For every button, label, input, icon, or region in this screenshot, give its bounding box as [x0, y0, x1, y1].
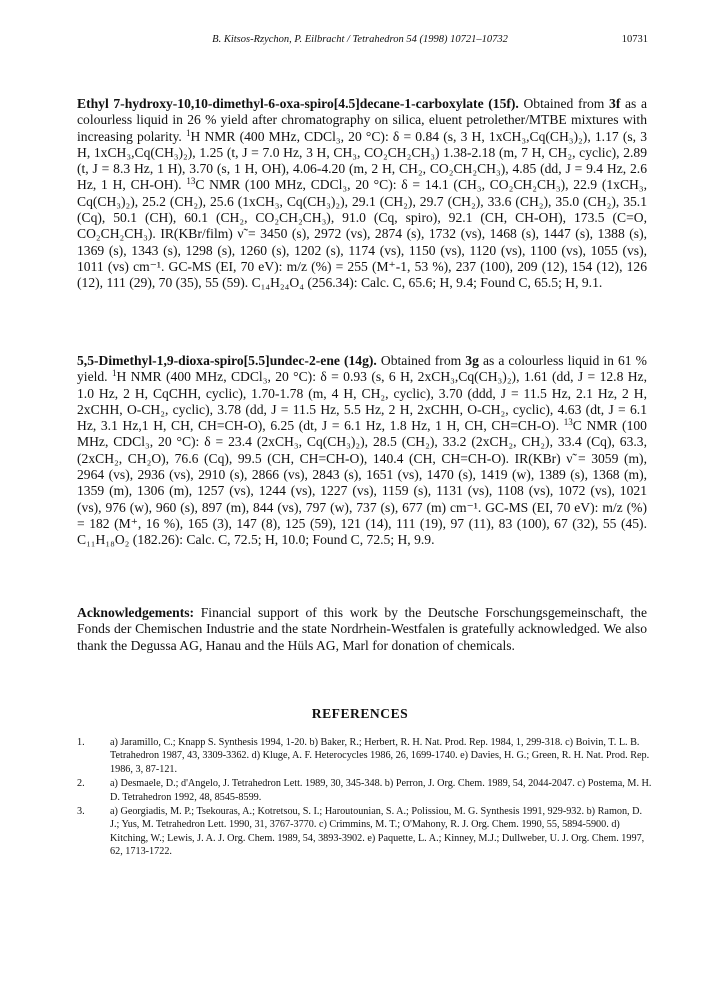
ir-14g: IR(KBr) ν̃ = 3059 (m), 2964 (vs), 2936 (vs), 2910 (s), 2866 (vs), 2843 (s), 1651 (vs), 1470 (s), 1419 (w), 1389 (s), 1368 (m), 1359 (m), 1306 (m), 1257 (vs), 1244 (vs), 1227 (vs), 1159 (s), 1131 (vs), 1108 (vs), 1072 (vs), 1021 (vs), 976 (w), 960 (s), 897 (m), 844 (vs), 797 (w), 737 (s), 677 (m) cm⁻¹. [77, 450, 647, 515]
ms-15f: GC-MS (EI, 70 eV): m/z (%) = 255 (M⁺-1, 53 %), 237 (100), 209 (12), 154 (12), 126 (12), 111 (29), 70 (35), 55 (59). [77, 258, 647, 291]
running-head: B. Kitsos-Rzychon, P. Eilbracht / Tetrahedron 54 (1998) 10721–10732 [212, 34, 508, 45]
reference-number: 1. [77, 737, 85, 748]
acknowledgements-paragraph [77, 605, 647, 654]
reference-number: 3. [77, 806, 85, 818]
c-nmr-14g: C NMR (100 MHz, CDCl₃, 20 °C): δ = 23.4 (2xCH₃, Cq(CH₃)₂), 28.5 (CH₂), 33.2 (2xCH₂, CH₂), 33.4 (Cq), 63.3, (2xCH₂, CH₂O), 76.6 (Cq), 99.5 (CH, CH=CH-O), 140.4 (CH, CH=CH-O). [77, 418, 647, 466]
acknowledgements-text: Financial support of this work by the Deutsche Forschungsgemeinschaft, the Fonds der Chemischen Industrie and the state Nordrhein-Westfalen is gratefully acknowledged. We also thank the Degussa AG, Hanau and the Hüls AG, Marl for donation of chemicals. [77, 605, 647, 653]
reference-text: a) Jaramillo, C.; Knapp S. Synthesis 1994, 1-20. b) Baker, R.; Herbert, R. H. Nat. Prod. Rep. 1984, 1, 299-318. c) Boivin, T. L. B. Tetrahedron 1987, 43, 3309-3362. d) Kluge, A. F. Heterocycles 1986, 26, 1699-1740. e) Davies, H. G.; Green, R. H. Nat. Prod. Rep. 1986, 3, 87-121. [110, 737, 650, 775]
acknowledgements-heading: Acknowledgements: [77, 605, 195, 620]
reference-number: 2. [77, 778, 85, 790]
compound-14g-section [77, 353, 647, 549]
analysis-14g: C₁₁H₁₈O₂ (182.26): Calc. C, 72.5; H, 10.0; Found C, 72.5; H, 9.9. [77, 532, 435, 548]
c-nmr-15f: C NMR (100 MHz, CDCl₃, 20 °C): δ = 14.1 (CH₃, CO₂CH₂CH₃), 22.9 (1xCH₃, Cq(CH₃)₂), 25.2 (CH₂), 25.6 (1xCH₃, Cq(CH₃)₂), 29.1 (CH₂), 29.7 (CH₂), 33.6 (CH₂), 35.0 (CH₂), 35.1 (Cq), 50.1 (CH), 60.1 (CH₂, CO₂CH₂CH₃), 91.0 (Cq, spiro), 92.1 (CH, CH-OH), 173.5 (C=O, CO₂CH₂CH₃). [77, 177, 648, 242]
reference-item [77, 805, 652, 859]
precursor-3g: 3g [465, 353, 479, 368]
page-number: 10731 [621, 34, 648, 45]
compound-14g-paragraph: 5,5-Dimethyl-1,9-dioxa-spiro[5.5]undec-2-ene (14g). Obtained from 3g as a colourless liquid in 61 % yield. $^1$H NMR (400 MHz, CDCl₃, 20 °C): δ = 0.93 (s, 6 H, 2xCH₃,Cq(CH₃)₂), 1.61 (dd, J = 12.8 Hz, 1.0 Hz, 2 H, CqCHH, cyclic), 1.70-1.78 (m, 4 H, CH₂, cyclic), 3.70 (ddd, J = 11.5 Hz, 2.1 Hz, 2 H, 2xCHH, O-CH₂, cyclic), 3.78 (dd, J = 11.5 Hz, 5.5 Hz, 2 H, 2xCHH, O-CH₂, cyclic), 4.63 (dt, J = 6.1 Hz, 3.1 Hz,1 H, CH, CH=CH-O), 6.25 (dt, J = 6.1 Hz, 1.8 Hz, 1 H, CH, CH=CH-O). $^{13}$C NMR (100 MHz, CDCl₃, 20 °C): δ = 23.4 (2xCH₃, Cq(CH₃)₂), 28.5 (CH₂), 33.2 (2xCH₂, CH₂), 33.4 (Cq), 63.3, (2xCH₂, CH₂O), 76.6 (Cq), 99.5 (CH, CH=CH-O), 140.4 (CH, CH=CH-O). IR(KBr) ν̃ = 3059 (m), 2964 (vs), 2936 (vs), 2910 (s), 2866 (vs), 2843 (s), 1651 (vs), 1470 (s), 1419 (w), 1389 (s), 1368 (m), 1359 (m), 1306 (m), 1257 (vs), 1244 (vs), 1227 (vs), 1159 (s), 1131 (vs), 1108 (vs), 1072 (vs), 1021 (vs), 976 (w), 960 (s), 897 (m), 844 (vs), 797 (w), 737 (s), 677 (m) cm⁻¹. GC-MS (EI, 70 eV): m/z (%) = 182 (M⁺, 16 %), 165 (3), 147 (8), 125 (59), 121 (14), 111 (19), 97 (11), 83 (100), 67 (32), 55 (45). C₁₁H₁₈O₂ (182.26): Calc. C, 72.5; H, 10.0; Found C, 72.5; H, 9.9. [77, 353, 647, 548]
reference-item [77, 736, 652, 776]
h-nmr-14g: H NMR (400 MHz, CDCl₃, 20 °C): δ = 0.93 (s, 6 H, 2xCH₃,Cq(CH₃)₂), 1.61 (dd, J = 12.8 Hz, 1.0 Hz, 2 H, CqCHH, cyclic), 1.70-1.78 (m, 4 H, CH₂, cyclic), 3.70 (ddd, J = 11.5 Hz, 2.1 Hz, 2 H, 2xCHH, O-CH₂, cyclic), 3.78 (dd, J = 11.5 Hz, 5.5 Hz, 2 H, 2xCHH, O-CH₂, cyclic), 4.63 (dt, J = 6.1 Hz, 3.1 Hz,1 H, CH, CH=CH-O), 6.25 (dt, J = 6.1 Hz, 1.8 Hz, 1 H, CH, CH=CH-O). [77, 369, 647, 434]
references-title: REFERENCES [311, 706, 409, 721]
precursor-3f: 3f [609, 96, 621, 111]
compound-15f-section [77, 96, 647, 292]
reference-text: a) Desmaele, D.; d'Angelo, J. Tetrahedron Lett. 1989, 30, 345-348. b) Perron, J. Org. Chem. 1989, 54, 2044-2047. c) Postema, M. H. D. Tetrahedron 1992, 48, 8545-8599. [110, 778, 652, 803]
reference-item [77, 777, 652, 804]
h-nmr-15f: H NMR (400 MHz, CDCl₃, 20 °C): δ = 0.84 (s, 3 H, 1xCH₃,Cq(CH₃)₂), 1.17 (s, 3 H, 1xCH₃,Cq(CH₃)₂), 1.25 (t, J = 7.0 Hz, 3 H, CH₃, CO₂CH₂CH₃) 1.38-2.18 (m, 7 H, CH₂, cyclic), 2.89 (t, J = 8.3 Hz, 1 H), 3.70 (s, 1 H, OH), 4.06-4.20 (m, 2 H, CH₂, CO₂CH₂CH₃), 4.85 (dd, J = 9.4 Hz, 2.6 Hz, 1 H, CH-OH). [77, 128, 647, 193]
compound-15f-name: Ethyl 7-hydroxy-10,10-dimethyl-6-oxa-spiro[4.5]decane-1-carboxylate (15f). [77, 96, 519, 111]
acknowledgements-section [77, 605, 647, 654]
reference-text: a) Georgiadis, M. P.; Tsekouras, A.; Kotretsou, S. I.; Haroutounian, S. A.; Polissiou, M. G. Synthesis 1991, 929-932. b) Ramon, D. J.; Yus, M. Tetrahedron Lett. 1990, 31, 3767-3770. c) Crimmins, M. T.; O'Mahony, R. J. Org. Chem. 1990, 55, 5894-5900. d) Kitching, W.; Lewis, J. A. J. Org. Chem. 1989, 54, 3893-3902. e) Paquette, L. A.; Kinney, M.J.; Dullweber, U. J. Org. Chem. 1997, 62, 1713-1722. [110, 806, 645, 858]
analysis-15f: C₁₄H₂₄O₄ (256.34): Calc. C, 65.6; H, 9.4; Found C, 65.5; H, 9.1. [251, 275, 603, 291]
compound-14g-name: 5,5-Dimethyl-1,9-dioxa-spiro[5.5]undec-2-ene (14g). [77, 353, 377, 368]
compound-15f-paragraph: Ethyl 7-hydroxy-10,10-dimethyl-6-oxa-spiro[4.5]decane-1-carboxylate (15f). Obtained from 3f as a colourless liquid in 26 % yield after chromatography on silica, eluent petrolether/MTBE mixtures with increasing polarity. $^1$H NMR (400 MHz, CDCl₃, 20 °C): δ = 0.84 (s, 3 H, 1xCH₃,Cq(CH₃)₂), 1.17 (s, 3 H, 1xCH₃,Cq(CH₃)₂), 1.25 (t, J = 7.0 Hz, 3 H, CH₃, CO₂CH₂CH₃) 1.38-2.18 (m, 7 H, CH₂, cyclic), 2.89 (t, J = 8.3 Hz, 1 H), 3.70 (s, 1 H, OH), 4.06-4.20 (m, 2 H, CH₂, CO₂CH₂CH₃), 4.85 (dd, J = 9.4 Hz, 2.6 Hz, 1 H, CH-OH). $^{13}$C NMR (100 MHz, CDCl₃, 20 °C): δ = 14.1 (CH₃, CO₂CH₂CH₃), 22.9 (1xCH₃, Cq(CH₃)₂), 25.2 (CH₂), 25.6 (1xCH₃, Cq(CH₃)₂), 29.1 (CH₂), 29.7 (CH₂), 33.6 (CH₂), 35.0 (CH₂), 35.1 (Cq), 50.1 (CH), 60.1 (CH₂, CO₂CH₂CH₃), 91.0 (Cq, spiro), 92.1 (CH, CH-OH), 173.5 (C=O, CO₂CH₂CH₃). IR(KBr/film) ν̃ = 3450 (s), 2972 (vs), 2874 (s), 1732 (vs), 1468 (s), 1447 (s), 1388 (s), 1369 (s), 1343 (s), 1298 (s), 1260 (s), 1202 (s), 1174 (vs), 1150 (vs), 1120 (vs), 1100 (vs), 1055 (vs), 1011 (vs) cm⁻¹. GC-MS (EI, 70 eV): m/z (%) = 255 (M⁺-1, 53 %), 237 (100), 209 (12), 154 (12), 126 (12), 111 (29), 70 (35), 55 (59). C₁₄H₂₄O₄ (256.34): Calc. C, 65.6; H, 9.4; Found C, 65.5; H, 9.1. [77, 96, 648, 291]
ir-15f: IR(KBr/film) ν̃ = 3450 (s), 2972 (vs), 2874 (s), 1732 (vs), 1468 (s), 1447 (s), 1388 (s), 1369 (s), 1343 (s), 1298 (s), 1260 (s), 1202 (s), 1174 (vs), 1150 (vs), 1120 (vs), 1100 (vs), 1055 (vs), 1011 (vs) cm⁻¹. [77, 226, 648, 274]
references-list [77, 736, 652, 859]
ms-14g: GC-MS (EI, 70 eV): m/z (%) = 182 (M⁺, 16 %), 165 (3), 147 (8), 125 (59), 121 (14), 111 (19), 97 (11), 83 (100), 67 (32), 55 (45). [77, 499, 647, 531]
page-header [0, 34, 720, 50]
